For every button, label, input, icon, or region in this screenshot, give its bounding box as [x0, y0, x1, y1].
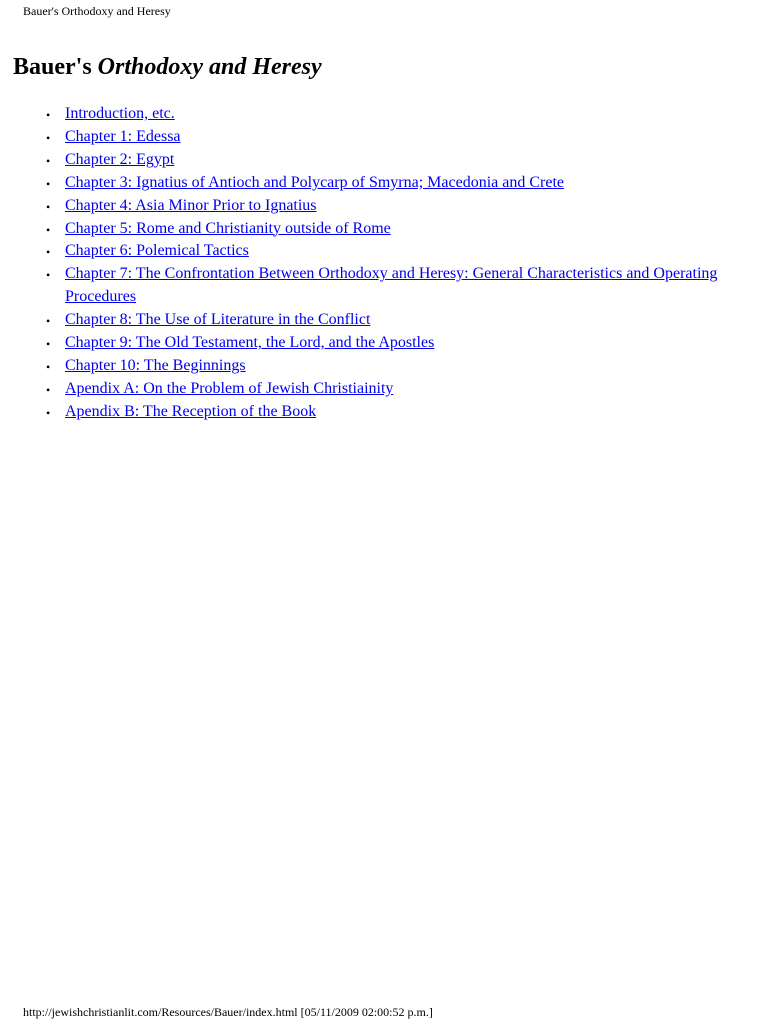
bullet-icon: •: [46, 382, 51, 397]
toc-link-appendix-a[interactable]: Apendix A: On the Problem of Jewish Christiainity: [65, 379, 394, 397]
toc-link-chapter-8[interactable]: Chapter 8: The Use of Literature in the Conflict: [65, 311, 371, 329]
page-title-plain: Bauer's: [13, 54, 98, 80]
toc-link-chapter-4[interactable]: Chapter 4: Asia Minor Prior to Ignatius: [65, 196, 317, 214]
toc-link-chapter-7[interactable]: Chapter 7: The Confrontation Between Orthodoxy and Heresy: General Characteristics and Operating Procedures: [65, 265, 718, 306]
toc-link-chapter-2[interactable]: Chapter 2: Egypt: [65, 150, 175, 168]
bullet-icon: •: [46, 130, 51, 145]
toc-link-chapter-10[interactable]: Chapter 10: The Beginnings: [65, 356, 246, 374]
bullet-icon: •: [46, 153, 51, 168]
bullet-icon: •: [46, 337, 51, 352]
list-item: [46, 149, 740, 172]
list-item: [46, 263, 740, 309]
print-footer: http://jewishchristianlit.com/Resources/Bauer/index.html [05/11/2009 02:00:52 p.m.]: [23, 1005, 433, 1019]
list-item: [46, 103, 740, 126]
list-item: [46, 332, 740, 355]
bullet-icon: •: [46, 199, 51, 214]
page-title-italic: Orthodoxy and Heresy: [97, 54, 322, 80]
toc-link-chapter-1[interactable]: Chapter 1: Edessa: [65, 127, 181, 145]
list-item: [46, 378, 740, 401]
list-item: [46, 240, 740, 263]
bullet-icon: •: [46, 108, 51, 122]
print-header: Bauer's Orthodoxy and Heresy: [23, 4, 171, 18]
list-item: [46, 309, 740, 332]
list-item: [46, 218, 740, 241]
bullet-icon: •: [46, 245, 51, 260]
toc-link-introduction[interactable]: Introduction, etc.: [65, 105, 175, 122]
list-item: [46, 172, 740, 195]
toc-link-chapter-9[interactable]: Chapter 9: The Old Testament, the Lord, and the Apostles: [65, 334, 435, 352]
list-item: [46, 195, 740, 218]
page-title: [13, 52, 322, 82]
bullet-icon: •: [46, 222, 51, 237]
bullet-icon: •: [46, 359, 51, 374]
toc-link-chapter-6[interactable]: Chapter 6: Polemical Tactics: [65, 242, 249, 260]
toc-link-appendix-b[interactable]: Apendix B: The Reception of the Book: [65, 402, 317, 420]
bullet-icon: •: [46, 314, 51, 329]
toc-link-chapter-5[interactable]: Chapter 5: Rome and Christianity outside of Rome: [65, 219, 391, 237]
bullet-icon: •: [46, 268, 51, 283]
list-item: [46, 355, 740, 378]
toc-link-chapter-3[interactable]: Chapter 3: Ignatius of Antioch and Polycarp of Smyrna; Macedonia and Crete: [65, 173, 564, 191]
bullet-icon: •: [46, 176, 51, 191]
bullet-icon: •: [46, 405, 51, 420]
table-of-contents: [0, 103, 740, 424]
list-item: [46, 126, 740, 149]
list-item: [46, 401, 740, 424]
